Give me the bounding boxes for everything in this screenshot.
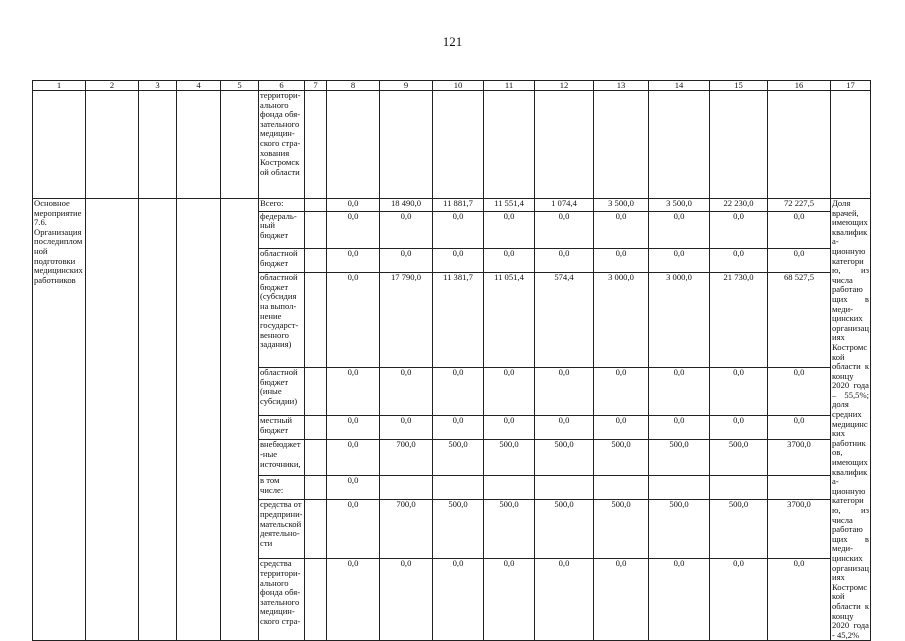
value-cell: 0,0 [380, 248, 433, 272]
value-cell: 0,0 [484, 211, 535, 248]
value-cell: 0,0 [484, 416, 535, 440]
source-cell: областной бюджет [259, 248, 305, 272]
value-cell: 700,0 [380, 440, 433, 476]
column-header: 7 [305, 81, 327, 91]
value-cell: 0,0 [327, 211, 380, 248]
value-cell [710, 476, 768, 500]
value-cell: 0,0 [768, 416, 831, 440]
column-header: 4 [177, 81, 221, 91]
value-cell: 0,0 [710, 416, 768, 440]
value-cell: 0,0 [710, 211, 768, 248]
value-cell: 0,0 [710, 248, 768, 272]
source-cell: Всего: [259, 199, 305, 212]
value-cell: 0,0 [768, 211, 831, 248]
value-cell: 0,0 [484, 559, 535, 641]
value-cell: 500,0 [594, 500, 649, 559]
value-cell: 1 074,4 [535, 199, 594, 212]
value-cell: 0,0 [594, 248, 649, 272]
value-cell: 0,0 [433, 211, 484, 248]
value-cell: 21 730,0 [710, 273, 768, 368]
value-cell [594, 476, 649, 500]
indicator-cell: Доля врачей, имеющих квалифика-ционную категорию, из числа работающих в меди-цинских организациях Костромской области к концу 2020 года – 55,5%; доля средних медицинских работников, имеющих квалифика-ционную категорию, из числа работающих в меди-цинских организациях Костромской области к концу 2020 года - 45,2% [832, 198, 869, 640]
value-cell: 0,0 [768, 368, 831, 416]
value-cell: 0,0 [484, 368, 535, 416]
column-header: 8 [327, 81, 380, 91]
value-cell: 700,0 [380, 500, 433, 559]
source-cell: областной бюджет (субсидия на выпол-нение государст-венного задания) [259, 273, 305, 368]
value-cell: 0,0 [535, 248, 594, 272]
value-cell: 0,0 [380, 211, 433, 248]
value-cell: 68 527,5 [768, 273, 831, 368]
value-cell: 0,0 [535, 416, 594, 440]
value-cell: 0,0 [327, 476, 380, 500]
value-cell: 0,0 [768, 248, 831, 272]
value-cell: 500,0 [710, 500, 768, 559]
value-cell: 18 490,0 [380, 199, 433, 212]
value-cell: 500,0 [649, 500, 710, 559]
source-cell: местный бюджет [259, 416, 305, 440]
page-number: 121 [442, 34, 463, 49]
value-cell [649, 476, 710, 500]
value-cell: 0,0 [768, 559, 831, 641]
column-header: 6 [259, 81, 305, 91]
column-header: 14 [649, 81, 710, 91]
value-cell: 72 227,5 [768, 199, 831, 212]
value-cell: 0,0 [594, 211, 649, 248]
column-header: 5 [221, 81, 259, 91]
value-cell: 0,0 [327, 199, 380, 212]
value-cell: 0,0 [535, 559, 594, 641]
value-cell: 500,0 [649, 440, 710, 476]
column-header: 16 [768, 81, 831, 91]
value-cell: 0,0 [649, 559, 710, 641]
value-cell: 500,0 [484, 440, 535, 476]
budget-table [32, 80, 871, 641]
column-header: 2 [86, 81, 139, 91]
value-cell: 0,0 [433, 559, 484, 641]
column-header: 1 [33, 81, 86, 91]
value-cell: 0,0 [327, 248, 380, 272]
column-header: 11 [484, 81, 535, 91]
value-cell: 0,0 [327, 500, 380, 559]
column-header: 12 [535, 81, 594, 91]
value-cell: 3 500,0 [649, 199, 710, 212]
value-cell: 3 500,0 [594, 199, 649, 212]
value-cell: 11 551,4 [484, 199, 535, 212]
source-cell: территори-ального фонда обя-зательного медицин-ского стра-хования Костромской области [259, 91, 305, 199]
value-cell: 0,0 [433, 248, 484, 272]
value-cell: 0,0 [327, 368, 380, 416]
value-cell: 0,0 [380, 559, 433, 641]
value-cell [535, 476, 594, 500]
column-header: 15 [710, 81, 768, 91]
value-cell: 17 790,0 [380, 273, 433, 368]
value-cell: 0,0 [380, 416, 433, 440]
value-cell: 0,0 [710, 368, 768, 416]
column-header: 13 [594, 81, 649, 91]
value-cell: 500,0 [433, 440, 484, 476]
column-header: 9 [380, 81, 433, 91]
source-cell: областной бюджет (иные субсидии) [259, 368, 305, 416]
value-cell: 11 381,7 [433, 273, 484, 368]
value-cell: 3 000,0 [594, 273, 649, 368]
column-header: 17 [831, 81, 871, 91]
value-cell: 0,0 [535, 368, 594, 416]
value-cell: 0,0 [327, 559, 380, 641]
value-cell: 0,0 [535, 211, 594, 248]
value-cell: 500,0 [433, 500, 484, 559]
value-cell: 574,4 [535, 273, 594, 368]
value-cell [768, 476, 831, 500]
value-cell: 3 000,0 [649, 273, 710, 368]
value-cell [380, 476, 433, 500]
value-cell: 0,0 [594, 559, 649, 641]
value-cell [433, 476, 484, 500]
value-cell [484, 476, 535, 500]
value-cell: 0,0 [327, 273, 380, 368]
table-row [33, 199, 871, 212]
source-cell: федераль-ный бюджет [259, 211, 305, 248]
value-cell: 0,0 [327, 416, 380, 440]
value-cell: 0,0 [594, 368, 649, 416]
source-cell: средства территори-ального фонда обя-зательного медицин-ского стра- [259, 559, 305, 641]
source-cell: внебюджет-ные источники, [259, 440, 305, 476]
value-cell: 0,0 [649, 368, 710, 416]
value-cell: 3700,0 [768, 440, 831, 476]
value-cell: 22 230,0 [710, 199, 768, 212]
column-header: 3 [139, 81, 177, 91]
value-cell: 0,0 [380, 368, 433, 416]
value-cell: 500,0 [484, 500, 535, 559]
value-cell: 500,0 [535, 440, 594, 476]
source-cell: в том числе: [259, 476, 305, 500]
value-cell: 0,0 [649, 211, 710, 248]
value-cell: 0,0 [433, 368, 484, 416]
activity-cell: Основное мероприятие 7.6. Организация последипломной подготовки медицинских работников [33, 199, 86, 641]
column-header: 10 [433, 81, 484, 91]
value-cell: 3700,0 [768, 500, 831, 559]
value-cell: 0,0 [327, 440, 380, 476]
value-cell: 11 051,4 [484, 273, 535, 368]
value-cell: 0,0 [594, 416, 649, 440]
value-cell: 0,0 [433, 416, 484, 440]
continuation-row [33, 91, 871, 199]
source-cell: средства от предприни-мательской деятельно-сти [259, 500, 305, 559]
value-cell: 500,0 [710, 440, 768, 476]
value-cell: 500,0 [594, 440, 649, 476]
value-cell: 0,0 [649, 416, 710, 440]
value-cell: 0,0 [484, 248, 535, 272]
value-cell: 11 881,7 [433, 199, 484, 212]
value-cell: 0,0 [710, 559, 768, 641]
value-cell: 0,0 [649, 248, 710, 272]
column-number-row [33, 81, 871, 91]
value-cell: 500,0 [535, 500, 594, 559]
